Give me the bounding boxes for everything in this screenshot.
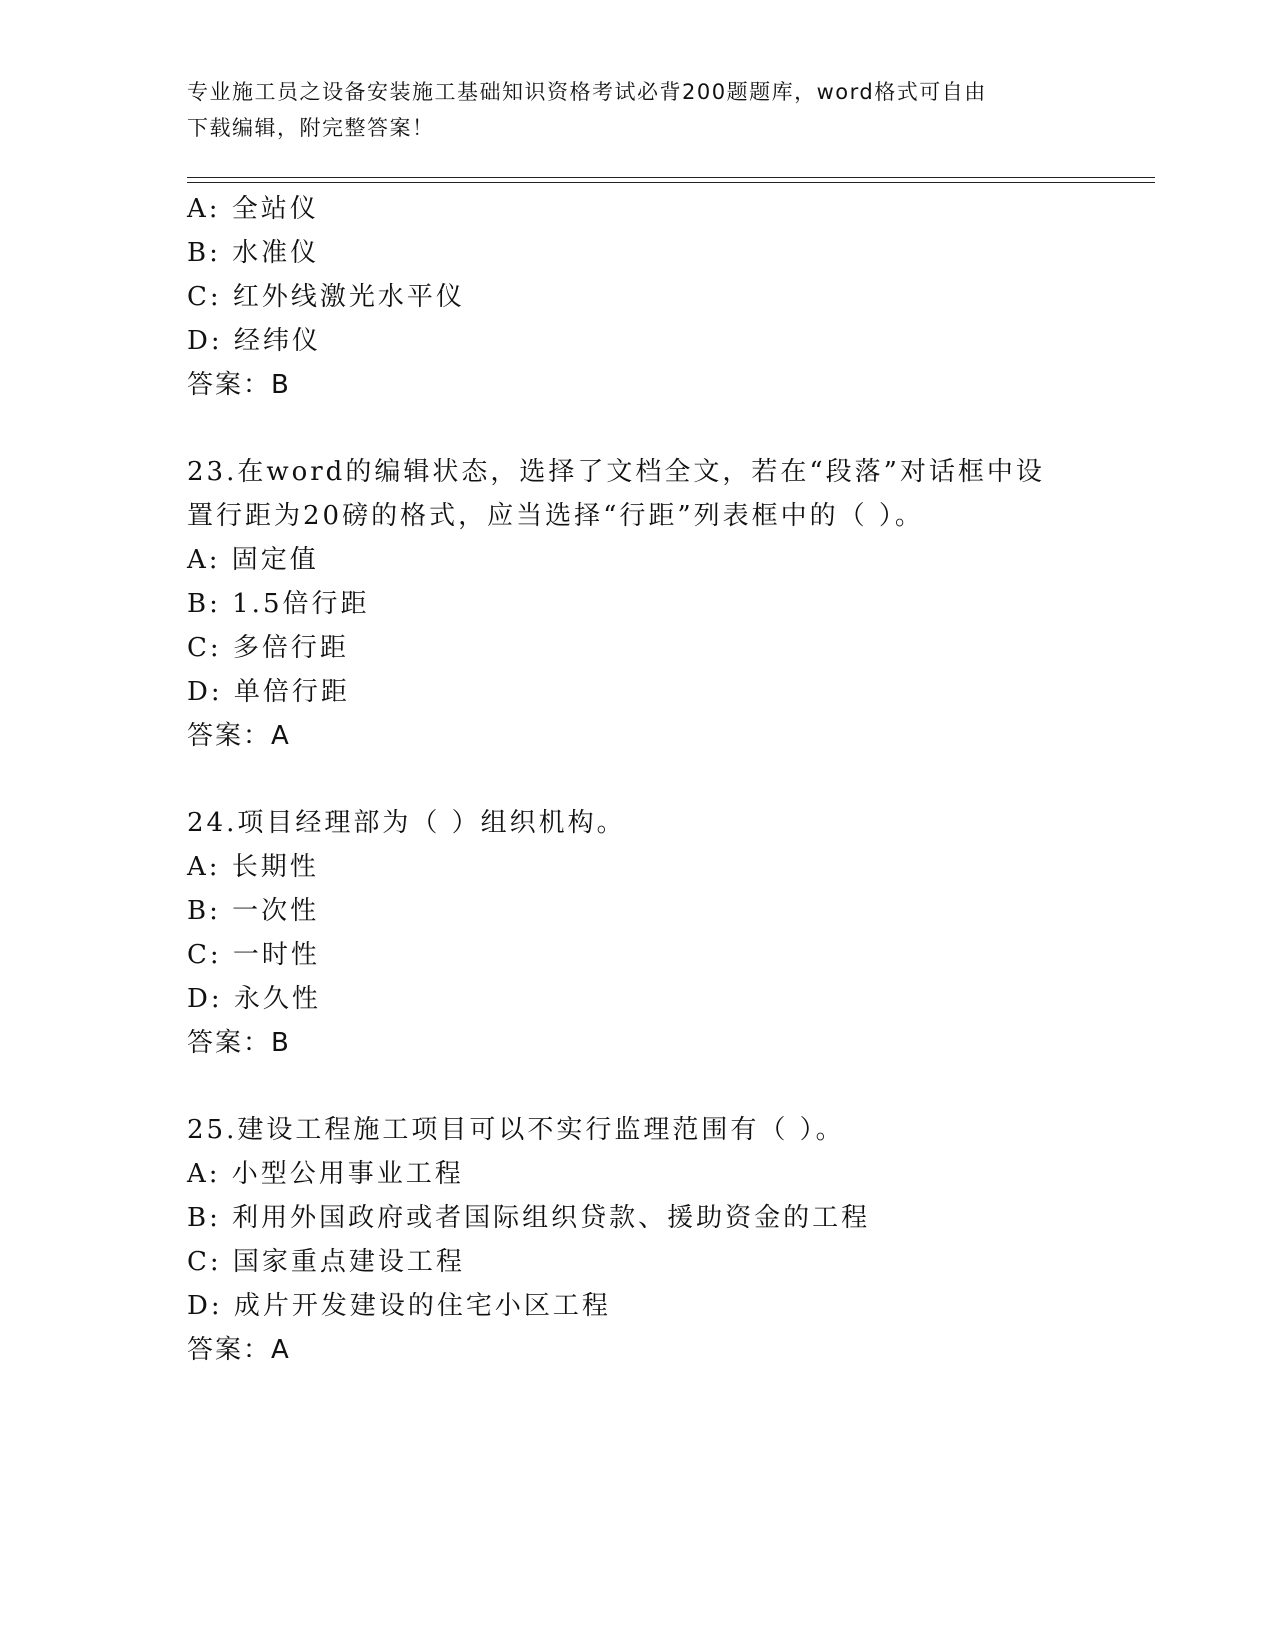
- header-line-1: 专业施工员之设备安装施工基础知识资格考试必背200题题库，word格式可自由: [187, 80, 987, 104]
- q25-option-d: D: 成片开发建设的住宅小区工程: [187, 1291, 611, 1321]
- q25-option-c: C: 国家重点建设工程: [187, 1247, 465, 1277]
- document-header: [187, 74, 1067, 146]
- q24-stem-line-1: 24.项目经理部为（ ）组织机构。: [187, 808, 626, 838]
- q23-stem-line-1: 23.在word的编辑状态，选择了文档全文，若在“段落”对话框中设: [187, 457, 1045, 487]
- q25-option-b: B: 利用外国政府或者国际组织贷款、援助资金的工程: [187, 1203, 871, 1233]
- q23-option-c: C: 多倍行距: [187, 633, 349, 663]
- q25-option-a: A: 小型公用事业工程: [187, 1159, 464, 1189]
- q25-stem-line-1: 25.建设工程施工项目可以不实行监理范围有（ ）。: [187, 1115, 845, 1145]
- header-line-2: 下载编辑，附完整答案！: [187, 116, 435, 140]
- header-divider-top: [187, 177, 1155, 178]
- q24-option-d: D: 永久性: [187, 984, 321, 1014]
- q22-option-c: C: 红外线激光水平仪: [187, 282, 465, 312]
- q23-option-a: A: 固定值: [187, 545, 319, 575]
- q24-option-a: A: 长期性: [187, 852, 319, 882]
- q23-option-b: B: 1.5倍行距: [187, 589, 370, 619]
- q23-option-d: D: 单倍行距: [187, 677, 350, 707]
- q24-option-c: C: 一时性: [187, 940, 320, 970]
- q24-answer: 答案：B: [187, 1028, 291, 1058]
- header-divider-bottom: [187, 182, 1155, 183]
- q22-option-b: B: 水准仪: [187, 238, 320, 268]
- q23-stem-line-2: 置行距为20磅的格式，应当选择“行距”列表框中的（ ）。: [187, 501, 924, 531]
- q22-answer: 答案：B: [187, 370, 291, 400]
- q23-answer: 答案：A: [187, 721, 291, 751]
- q22-option-d: D: 经纬仪: [187, 326, 321, 356]
- q22-option-a: A: 全站仪: [187, 194, 319, 224]
- q24-option-b: B: 一次性: [187, 896, 320, 926]
- q25-answer: 答案：A: [187, 1335, 291, 1365]
